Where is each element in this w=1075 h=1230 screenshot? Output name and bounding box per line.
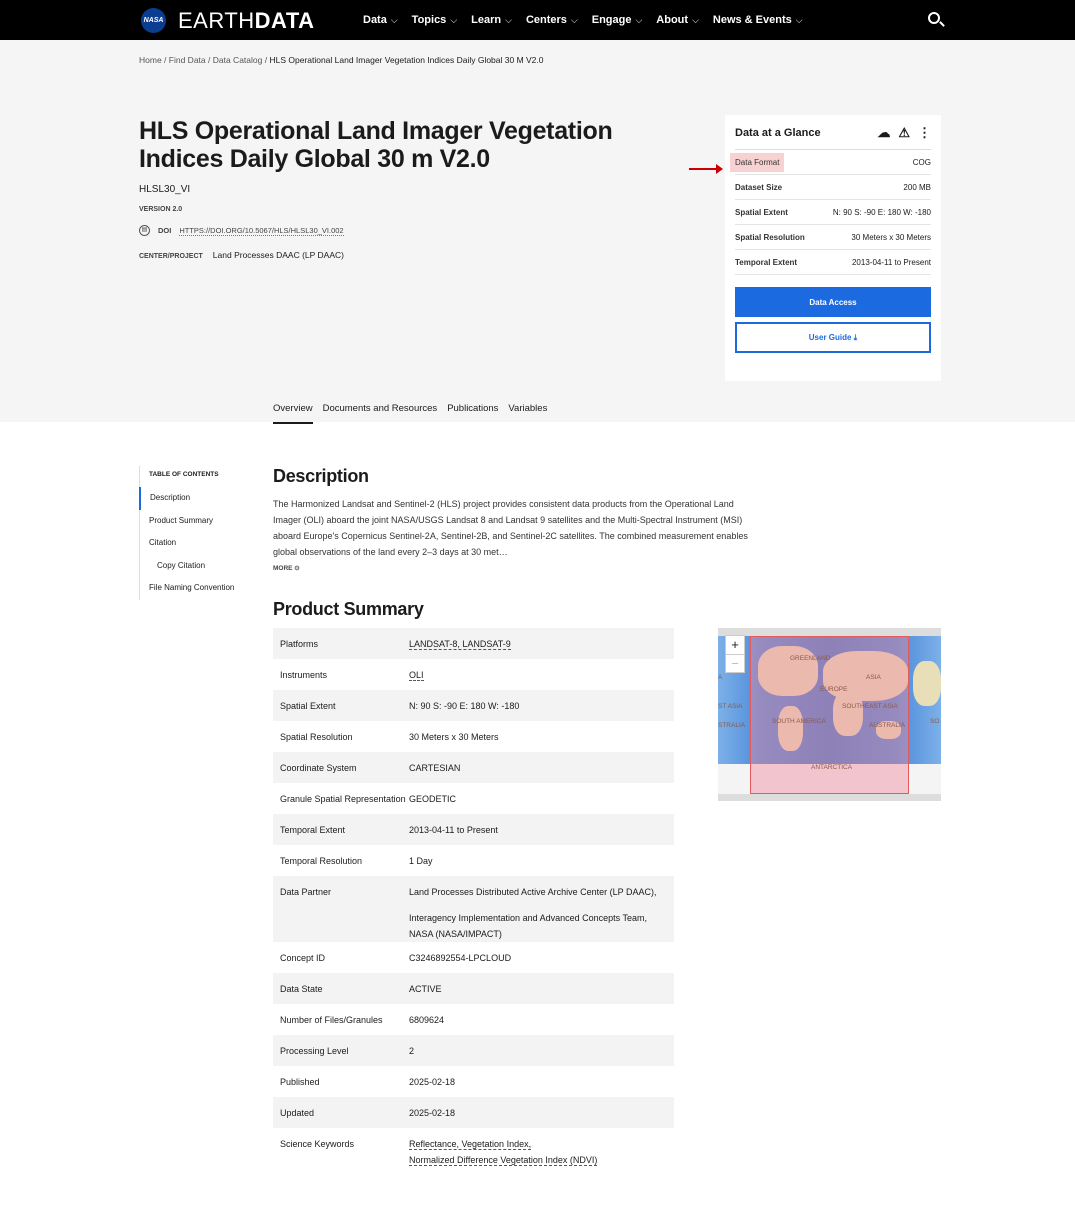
more-vertical-icon[interactable]: ⋮ (918, 125, 931, 140)
row-value (409, 760, 667, 783)
toc-item[interactable]: Copy Citation (157, 560, 206, 570)
toc-item[interactable]: File Naming Convention (149, 583, 235, 592)
nav-about[interactable] (656, 14, 699, 26)
zoom-in-button[interactable]: + (731, 637, 739, 652)
chevron-down-icon: ⌵ (390, 15, 398, 25)
toc-title: TABLE OF CONTENTS (149, 471, 219, 478)
row-value (409, 884, 667, 942)
nav-learn[interactable] (471, 14, 512, 26)
tab-bar (273, 403, 547, 424)
tab-publications[interactable]: Publications (447, 403, 499, 414)
map-label: AUSTRALIA (869, 722, 906, 729)
value-text: 2025-02-18 (409, 1108, 456, 1118)
row-value (409, 636, 667, 659)
value-text: N: 90 S: -90 E: 180 W: -180 (409, 701, 520, 711)
keyword-link[interactable]: LANDSAT-8, LANDSAT-9 (409, 639, 511, 649)
tab-variables[interactable]: Variables (508, 403, 548, 414)
row-label: Number of Files/Granules (280, 1015, 383, 1025)
keyword-link[interactable]: OLI (409, 670, 424, 680)
row-value (409, 791, 667, 814)
chevron-down-icon: ⌵ (570, 15, 578, 25)
map-label: SOUTHEAST ASIA (842, 703, 898, 710)
row-value (409, 981, 667, 1004)
chevron-down-icon: ⌵ (505, 15, 512, 25)
row-label: Platforms (280, 639, 319, 649)
row-value (409, 1012, 667, 1035)
row-label: Spatial Extent (280, 701, 336, 711)
map-zoom-control (725, 635, 745, 673)
map-label: SOUTH AMERICA (772, 718, 826, 725)
row-value (409, 698, 667, 721)
spatial-extent-map[interactable] (718, 628, 941, 801)
table-row (273, 1066, 674, 1097)
glance-key: Dataset Size (735, 182, 783, 192)
breadcrumb-home[interactable]: Home (139, 55, 162, 65)
chevron-down-icon: ⌵ (795, 15, 803, 25)
value-text: ACTIVE (409, 984, 442, 994)
value-text: 2025-02-18 (409, 1077, 456, 1087)
row-value (409, 950, 667, 973)
breadcrumb-current: HLS Operational Land Imager Vegetation Indices Daily Global 30 M V2.0 (269, 55, 544, 65)
glance-key: Spatial Extent (735, 207, 788, 217)
nav-news-events[interactable] (713, 14, 803, 26)
value-text: GEODETIC (409, 794, 457, 804)
row-label: Temporal Resolution (280, 856, 363, 866)
zoom-out-button[interactable]: − (726, 654, 744, 673)
table-row (273, 783, 674, 814)
table-of-contents (139, 466, 243, 600)
data-at-a-glance-panel (725, 115, 941, 381)
row-label: Granule Spatial Representation (280, 794, 406, 804)
row-label: Processing Level (280, 1046, 349, 1056)
glance-row (735, 150, 931, 175)
doi-row (139, 225, 344, 236)
value-text: 2013-04-11 to Present (409, 825, 498, 835)
nav-engage[interactable] (592, 14, 643, 26)
description-text: The Harmonized Landsat and Sentinel-2 (HLS) project provides consistent data products from the Operational Land Imager (OLI) aboard the joint NASA/USGS Landsat 8 and Landsat 9 satellites and the Multi-Spectral Instrument (MSI) aboard Europe's Copernicus Sentinel-2A, Sentinel-2B, and Sentinel-2C satellites. The combined measurement enables global observations of the land every 2–3 days at 30 met… (273, 499, 748, 557)
row-label: Data State (280, 984, 323, 994)
chevron-down-icon: ⌵ (692, 15, 699, 25)
table-row (273, 1004, 674, 1035)
tab-documents[interactable]: Documents and Resources (322, 403, 438, 414)
row-label: Spatial Resolution (280, 732, 353, 742)
map-label: ST ASIA (718, 703, 743, 710)
map-label: STRALIA (718, 722, 746, 729)
table-row (273, 1097, 674, 1128)
map-label: A (718, 674, 723, 681)
nav-label: Data (363, 14, 387, 26)
warning-icon[interactable]: ⚠ (898, 125, 910, 140)
table-row (273, 659, 674, 690)
more-button[interactable]: MORE ⊙ (273, 565, 300, 572)
nav-label: Centers (525, 14, 567, 26)
nav-label: Learn (471, 14, 502, 26)
nav-centers[interactable] (526, 14, 578, 26)
brand-bold: DATA (254, 8, 315, 33)
row-value (409, 1043, 667, 1066)
row-label: Concept ID (280, 953, 326, 963)
map-label: GREENLAND (790, 655, 831, 662)
table-row (273, 942, 674, 973)
center-value: Land Processes DAAC (LP DAAC) (212, 250, 344, 260)
earthdata-brand[interactable] (178, 8, 315, 34)
row-label: Coordinate System (280, 763, 357, 773)
chevron-down-icon: ⌵ (450, 15, 458, 25)
table-row (273, 1035, 674, 1066)
table-row (273, 1128, 674, 1168)
keyword-link[interactable]: Normalized Difference Vegetation Index (NDVI) (409, 1155, 598, 1165)
value-text: 2 (409, 1046, 415, 1056)
cloud-icon[interactable]: ☁ (877, 125, 891, 140)
map-label: ASIA (866, 674, 881, 681)
row-value (409, 1136, 667, 1168)
row-value (409, 667, 667, 690)
nav-label: Topics (411, 14, 447, 26)
value-text: Land Processes Distributed Active Archive Center (LP DAAC), (409, 887, 657, 897)
table-row (273, 628, 674, 659)
user-guide-button[interactable]: User Guide ⤓ (735, 322, 931, 353)
short-name: HLSL30_VI (139, 184, 191, 195)
doi-label: DOI (158, 226, 172, 235)
product-summary-table (273, 628, 674, 1168)
page-title: HLS Operational Land Imager Vegetation Indices Daily Global 30 m V2.0 (139, 117, 613, 173)
glance-value: COG (912, 157, 931, 167)
row-value (409, 853, 667, 876)
table-row (273, 973, 674, 1004)
table-row (273, 690, 674, 721)
center-project (139, 250, 344, 260)
chevron-down-icon: ⌵ (635, 15, 643, 25)
glance-key: Data Format (730, 153, 784, 172)
toc-item[interactable]: Product Summary (149, 515, 214, 525)
toc-item[interactable]: Citation (149, 538, 177, 547)
row-label: Temporal Extent (280, 825, 346, 835)
center-label: CENTER/PROJECT (139, 253, 203, 260)
value-text: C3246892554-LPCLOUD (409, 953, 512, 963)
toc-item[interactable]: Description (139, 487, 243, 510)
glance-value: 200 MB (903, 182, 931, 192)
value-text: 1 Day (409, 856, 433, 866)
glance-row (735, 200, 931, 225)
row-value (409, 729, 667, 752)
doi-link[interactable]: HTTPS://DOI.ORG/10.5067/HLS/HLSL30_VI.002 (179, 225, 344, 235)
value-text: 30 Meters x 30 Meters (409, 732, 499, 742)
breadcrumb-data-catalog[interactable]: Data Catalog (212, 55, 263, 65)
map-label: ANTARCTICA (811, 764, 853, 771)
table-row (273, 721, 674, 752)
row-label: Instruments (280, 670, 328, 680)
nav-label: About (656, 14, 689, 26)
glance-title: Data at a Glance (735, 127, 821, 139)
nav-label: News & Events (712, 14, 792, 26)
glance-row (735, 175, 931, 200)
row-label: Science Keywords (280, 1139, 355, 1149)
glance-key: Temporal Extent (735, 257, 798, 267)
value-text: 6809624 (409, 1015, 445, 1025)
row-value (409, 822, 667, 845)
tab-overview[interactable]: Overview (273, 403, 313, 424)
value-text: Interagency Implementation and Advanced Concepts Team, NASA (NASA/IMPACT) (409, 913, 647, 939)
table-row (273, 814, 674, 845)
annotation-arrow-icon (689, 168, 721, 170)
row-label: Updated (280, 1108, 315, 1118)
keyword-link[interactable]: Reflectance, Vegetation Index, (409, 1139, 532, 1149)
version: VERSION 2.0 (139, 206, 183, 213)
table-row (273, 845, 674, 876)
doi-icon: ▤ (139, 225, 150, 236)
map-label: SO (930, 718, 940, 725)
nav-data[interactable] (363, 14, 398, 26)
nav-topics[interactable] (412, 14, 457, 26)
nasa-logo[interactable]: NASA (141, 8, 166, 33)
data-access-button[interactable]: Data Access (735, 287, 931, 317)
table-row (273, 876, 674, 942)
nav-label: Engage (591, 14, 632, 26)
table-row (273, 752, 674, 783)
map-label: EUROPE (820, 686, 848, 693)
glance-key: Spatial Resolution (735, 232, 805, 242)
description-heading: Description (273, 466, 369, 486)
row-value (409, 1105, 667, 1128)
brand-light: EARTH (178, 8, 255, 33)
glance-row (735, 225, 931, 250)
breadcrumb-find-data[interactable]: Find Data (168, 55, 206, 65)
main-nav (363, 14, 803, 26)
glance-value: N: 90 S: -90 E: 180 W: -180 (832, 207, 931, 217)
row-label: Published (280, 1077, 320, 1087)
row-value (409, 1074, 667, 1097)
glance-value: 30 Meters x 30 Meters (851, 232, 931, 242)
breadcrumb: Home / Find Data / Data Catalog / HLS Operational Land Imager Vegetation Indices Daily Global 30 M V2.0 (139, 55, 544, 65)
product-summary-heading: Product Summary (273, 599, 424, 619)
search-icon[interactable] (928, 12, 940, 24)
glance-row (735, 250, 931, 275)
glance-value: 2013-04-11 to Present (851, 257, 931, 267)
site-header (0, 0, 1075, 40)
value-text: CARTESIAN (409, 763, 461, 773)
row-label: Data Partner (280, 887, 332, 897)
